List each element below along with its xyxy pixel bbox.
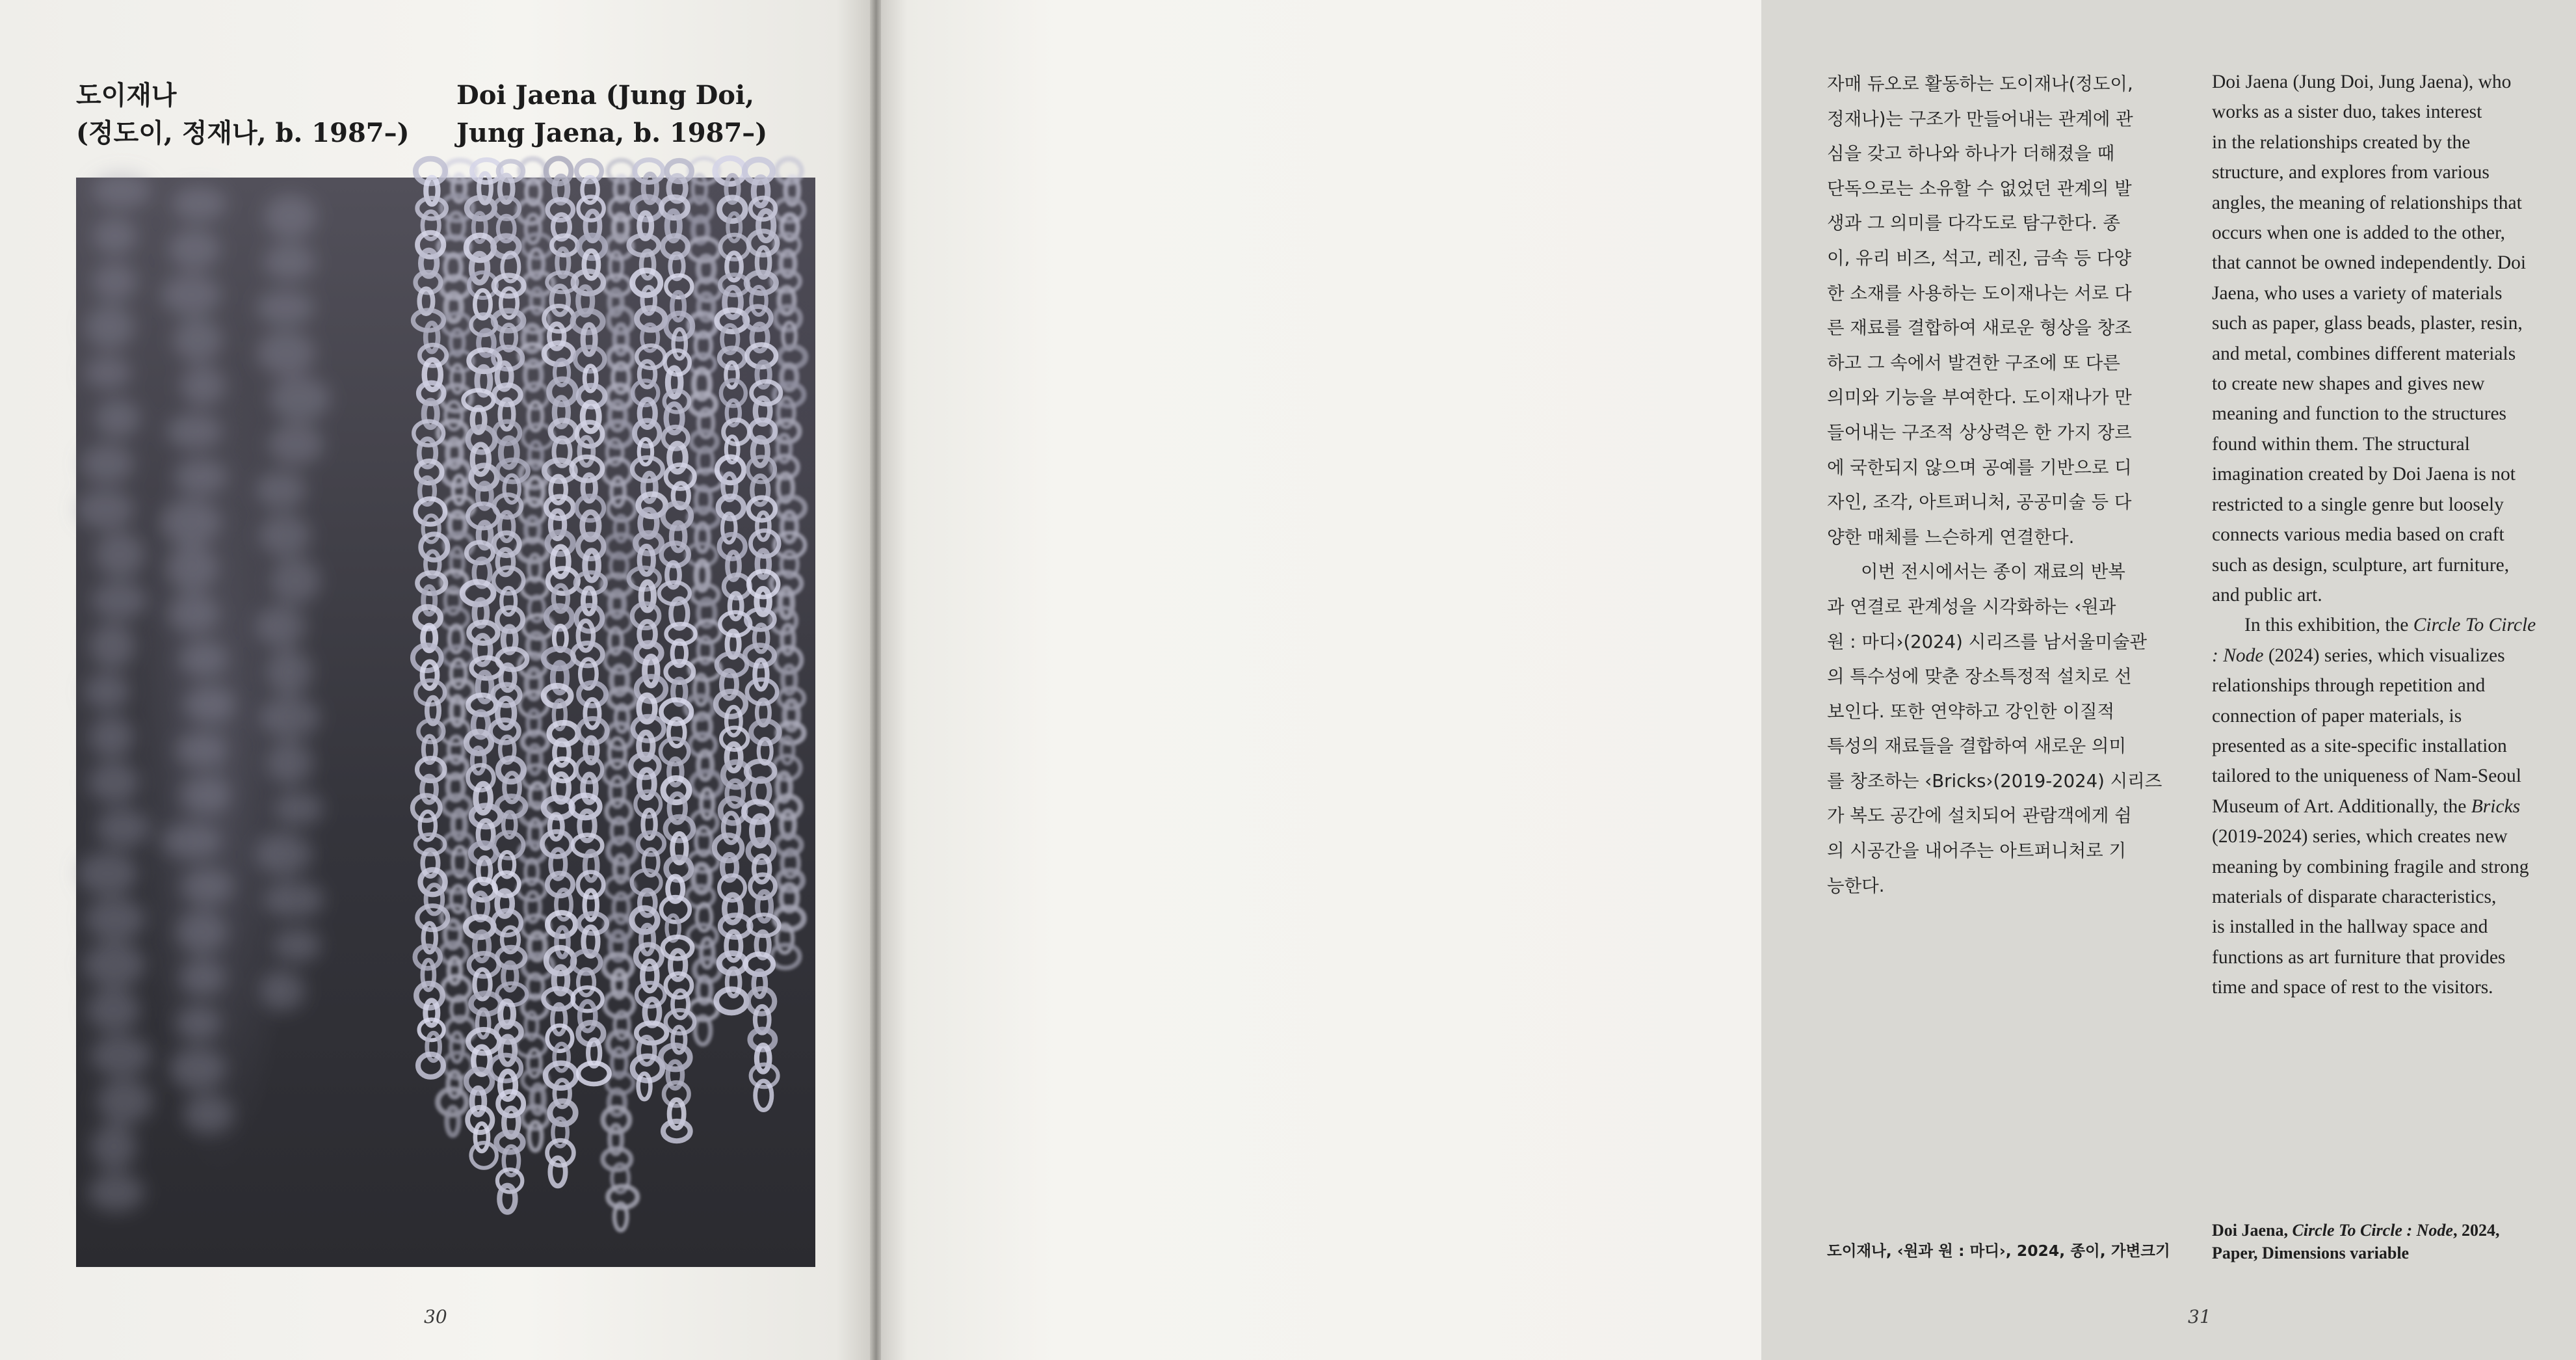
- bokeh-blob: [90, 1035, 151, 1076]
- bokeh-blob: [81, 444, 134, 483]
- caption-artwork-title: Circle To Circle : Node: [2292, 1221, 2453, 1240]
- en-line: [2212, 641, 2576, 671]
- caption-year: , 2024,: [2452, 1221, 2500, 1240]
- bokeh-blob: [173, 318, 222, 362]
- bokeh-blob: [256, 606, 306, 647]
- bokeh-blob: [92, 581, 148, 619]
- bokeh-blob: [85, 305, 135, 349]
- ko-line: 능한다.: [1827, 875, 1885, 896]
- en-line: such as design, sculpture, art furniture,: [2212, 554, 2510, 576]
- ko-line: 이번 전시에서는 종이 재료의 반복: [1861, 561, 2125, 583]
- artist-title-korean: [76, 77, 440, 152]
- en-line: such as paper, glass beads, plaster, resin,: [2212, 313, 2523, 334]
- en-line: [2212, 610, 2576, 640]
- bokeh-blob: [274, 928, 321, 963]
- bokeh-blob: [97, 1079, 153, 1124]
- bokeh-blob: [267, 648, 313, 695]
- page-number-right: 31: [2188, 1306, 2211, 1327]
- artwork-title-italic: Circle To Circle: [2413, 615, 2536, 636]
- ko-line: 과 연결로 관계성을 시각화하는 ‹원과: [1827, 596, 2116, 617]
- en-line: connection of paper materials, is: [2212, 705, 2462, 727]
- ko-line: 들어내는 구조적 상상력은 한 가지 장르: [1827, 421, 2132, 443]
- ko-line: 생과 그 의미를 다각도로 탐구한다. 종: [1827, 213, 2120, 234]
- title-en-line-1: Doi Jaena (Jung Doi,: [456, 80, 755, 111]
- en-line: found within them. The structural: [2212, 433, 2470, 455]
- en-line: and public art.: [2212, 584, 2322, 606]
- body-text-english: [2212, 67, 2576, 1003]
- caption-en-line-2: Paper, Dimensions variable: [2212, 1244, 2410, 1262]
- bokeh-blob: [166, 413, 223, 449]
- bokeh-blob: [269, 376, 330, 421]
- bokeh-blob: [176, 732, 226, 767]
- en-text: In this exhibition, the: [2244, 615, 2413, 636]
- ko-line: 특성의 재료들을 결합하여 새로운 의미: [1827, 736, 2127, 757]
- en-line: works as a sister duo, takes interest: [2212, 101, 2482, 123]
- bokeh-blob: [92, 217, 137, 255]
- title-en-line-2: Jung Jaena, b. 1987–): [456, 118, 768, 148]
- bokeh-blob: [176, 1006, 222, 1041]
- en-line: is installed in the hallway space and: [2212, 916, 2488, 938]
- bokeh-blob: [91, 1123, 137, 1169]
- caption-artist: Doi Jaena,: [2212, 1221, 2293, 1240]
- title-ko-line-1: 도이재나: [76, 80, 177, 111]
- en-line: to create new shapes and gives new: [2212, 373, 2485, 395]
- ko-line: 자매 듀오로 활동하는 도이재나(정도이,: [1827, 73, 2133, 94]
- bokeh-blob: [85, 356, 132, 390]
- en-line: presented as a site-specific installation: [2212, 735, 2507, 756]
- en-line: Jaena, who uses a variety of materials: [2212, 282, 2503, 304]
- en-text: (2024) series, which visualizes: [2263, 645, 2505, 666]
- en-line: time and space of rest to the visitors.: [2212, 977, 2493, 998]
- en-line: in the relationships created by the: [2212, 131, 2471, 153]
- bokeh-blob: [95, 399, 140, 438]
- en-line: tailored to the uniqueness of Nam-Seoul: [2212, 766, 2521, 787]
- ko-line: 양한 매체를 느슨하게 연결한다.: [1827, 526, 2075, 548]
- bokeh-blob: [83, 942, 145, 987]
- artwork-title-italic: : Node: [2212, 645, 2264, 666]
- en-line: connects various media based on craft: [2212, 524, 2504, 546]
- bokeh-blob: [92, 173, 151, 209]
- bokeh-blob: [183, 1095, 233, 1134]
- bokeh-blob: [256, 470, 306, 509]
- en-line: Doi Jaena (Jung Doi, Jung Jaena), who: [2212, 72, 2512, 92]
- ko-line: 를 창조하는 ‹Bricks›(2019-2024) 시리즈: [1827, 770, 2162, 792]
- bokeh-blob: [179, 776, 230, 814]
- bokeh-blob: [166, 544, 218, 591]
- bokeh-blob: [259, 514, 311, 557]
- bokeh-blob: [88, 1173, 144, 1212]
- ko-line: 자인, 조각, 아트퍼니처, 공공미술 등 다: [1827, 492, 2132, 513]
- caption-korean: 도이재나, ‹원과 원 : 마디›, 2024, 종이, 가변크기: [1827, 1242, 2170, 1260]
- bokeh-blob: [172, 186, 227, 221]
- bokeh-blob: [263, 243, 315, 280]
- ko-line: 에 국한되지 않으며 공예를 기반으로 디: [1827, 457, 2132, 478]
- bokeh-blob: [257, 290, 315, 326]
- bokeh-blob: [85, 898, 145, 940]
- bokeh-blob: [183, 686, 235, 723]
- bokeh-blob: [77, 489, 135, 529]
- page-number-left: 30: [424, 1306, 447, 1327]
- left-page: [0, 0, 871, 1360]
- bokeh-blob: [264, 881, 324, 918]
- bokeh-blob: [256, 833, 313, 875]
- bokeh-blob: [89, 716, 134, 758]
- en-line: occurs when one is added to the other,: [2212, 222, 2506, 244]
- bokeh-blob: [94, 532, 144, 578]
- bokeh-blob: [92, 262, 138, 300]
- en-line: and metal, combines different materials: [2212, 343, 2516, 364]
- ko-line: 의 특수성에 맞춘 장소특정적 설치로 선: [1827, 666, 2132, 687]
- artwork-title-italic: Bricks: [2471, 795, 2521, 817]
- bokeh-blob: [260, 970, 305, 1011]
- en-line: (2019-2024) series, which creates new: [2212, 826, 2508, 847]
- bokeh-blob: [90, 623, 135, 669]
- ko-line: 한 소재를 사용하는 도이재나는 서로 다: [1827, 282, 2132, 304]
- body-text-korean: [1827, 67, 2186, 903]
- bokeh-blob: [267, 423, 323, 464]
- bokeh-blob: [176, 910, 227, 953]
- bokeh-blob: [87, 989, 140, 1032]
- bokeh-blob: [270, 557, 319, 604]
- bokeh-blob: [257, 330, 315, 375]
- ko-line: 의미와 기능을 부여한다. 도이재나가 만: [1827, 387, 2132, 408]
- en-line: [2212, 792, 2576, 821]
- en-text: Museum of Art. Additionally, the: [2212, 795, 2471, 817]
- bokeh-blob: [259, 697, 319, 738]
- bokeh-blob: [168, 229, 220, 269]
- ko-line: 른 재료를 결합하여 새로운 형상을 창조: [1827, 317, 2132, 339]
- bokeh-blob: [161, 274, 222, 315]
- bokeh-blob: [161, 823, 222, 860]
- ko-line: 가 복도 공간에 설치되어 관람객에게 쉼: [1827, 805, 2132, 827]
- ko-line: 보인다. 또한 연약하고 강인한 이질적: [1827, 700, 2115, 722]
- bokeh-blob: [174, 459, 228, 495]
- ko-line: 정재나)는 구조가 만들어내는 관계에 관: [1827, 108, 2133, 129]
- bokeh-blob: [85, 673, 130, 710]
- bokeh-blob: [96, 808, 150, 847]
- en-line: structure, and explores from various: [2212, 162, 2490, 183]
- en-line: relationships through repetition and: [2212, 675, 2486, 697]
- en-line: meaning and function to the structures: [2212, 403, 2507, 425]
- ko-line: 원 : 마디›(2024) 시리즈를 남서울미술관: [1827, 631, 2148, 652]
- en-line: restricted to a single genre but loosely: [2212, 494, 2504, 515]
- bokeh-blob: [274, 792, 322, 825]
- artist-title-english: [456, 77, 860, 152]
- en-line: functions as art furniture that provides: [2212, 946, 2506, 968]
- artwork-photo: [76, 178, 815, 1267]
- bokeh-blob: [181, 868, 233, 905]
- bokeh-blob: [180, 366, 226, 406]
- bokeh-blob: [168, 593, 220, 633]
- ko-line: 하고 그 속에서 발견한 구조에 또 다른: [1827, 352, 2120, 373]
- ko-line: 단독으로는 소유할 수 없었던 관계의 발: [1827, 178, 2132, 199]
- caption-english: [2212, 1219, 2499, 1264]
- bokeh-blob: [160, 499, 221, 545]
- paper-chain-illustration: [76, 178, 815, 1267]
- right-page: [881, 0, 2536, 1360]
- bokeh-blob: [265, 194, 317, 239]
- bokeh-blob: [77, 852, 138, 894]
- en-line: meaning by combining fragile and strong: [2212, 856, 2529, 877]
- caption-en-line-1: [2212, 1219, 2499, 1242]
- title-ko-line-2: (정도이, 정재나, b. 1987–): [76, 118, 410, 148]
- ko-line: 이, 유리 비즈, 석고, 레진, 금속 등 다양: [1827, 247, 2132, 269]
- en-line: imagination created by Doi Jaena is not: [2212, 464, 2516, 485]
- en-line: angles, the meaning of relationships that: [2212, 192, 2522, 213]
- ko-line: 의 시공간을 내어주는 아트퍼니처로 기: [1827, 840, 2127, 862]
- ko-line: 심을 갖고 하나와 하나가 더해졌을 때: [1827, 143, 2115, 165]
- bokeh-blob: [88, 762, 140, 803]
- en-line: materials of disparate characteristics,: [2212, 886, 2497, 907]
- bokeh-blob: [267, 741, 313, 785]
- bokeh-blob: [170, 1048, 226, 1090]
- en-line: that cannot be owned independently. Doi: [2212, 252, 2527, 274]
- bokeh-blob: [179, 959, 226, 996]
- bokeh-blob: [178, 641, 228, 676]
